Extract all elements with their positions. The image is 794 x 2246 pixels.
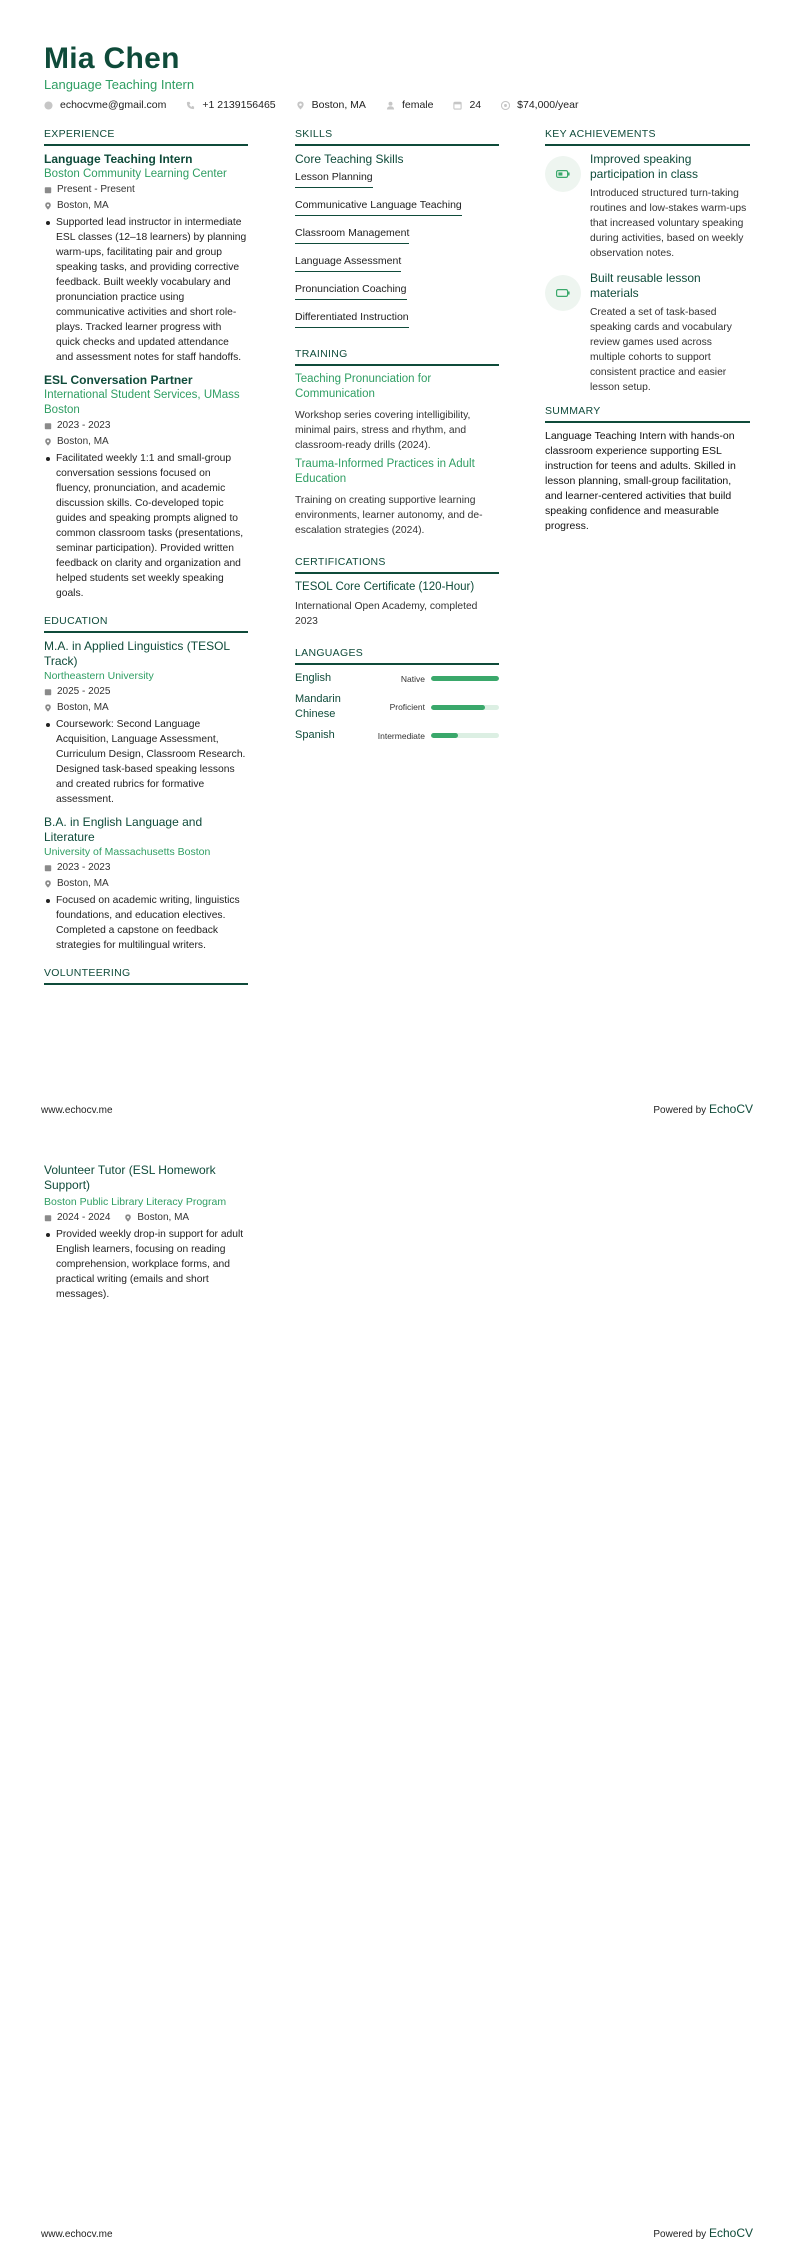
contact-email[interactable] — [44, 99, 166, 111]
education-degree: B.A. in English Language and Literature — [44, 815, 203, 844]
location-icon — [296, 101, 305, 110]
location-icon — [44, 880, 52, 888]
skill-item: Pronunciation Coaching — [295, 280, 407, 300]
language-row — [295, 692, 499, 722]
candidate-role: Language Teaching Intern — [44, 77, 195, 92]
experience-entry — [44, 152, 248, 365]
experience-entry — [44, 373, 248, 601]
calendar-icon — [453, 101, 462, 110]
language-level: Proficient — [389, 702, 425, 712]
contact-phone-text: +1 2139156465 — [202, 99, 276, 111]
phone-icon — [186, 101, 195, 110]
training-desc: Workshop series covering intelligibility, minimal pairs, stress and rhythm, and classroom-ready drills (2024). — [295, 410, 471, 451]
calendar-icon — [44, 422, 52, 430]
volunteering-bullet: Provided weekly drop-in support for adult English learners, focusing on reading comprehension, workplace forms, and practical writing (emails and short messages). — [44, 1227, 248, 1302]
language-row — [295, 671, 499, 686]
skills-list — [295, 168, 499, 336]
salary-icon — [501, 101, 510, 110]
brand-logo: EchoCV — [708, 1102, 753, 1116]
education-school: University of Massachusetts Boston — [44, 846, 211, 858]
education-dates-text: 2025 - 2025 — [57, 686, 111, 697]
experience-org: International Student Services, UMass Boston — [44, 389, 240, 416]
language-bar — [431, 733, 499, 738]
language-level: Native — [400, 673, 425, 684]
contact-location-text: Boston, MA — [311, 99, 366, 111]
volunteering-meta — [44, 1210, 248, 1226]
education-degree: M.A. in Applied Linguistics (TESOL Track) — [44, 639, 230, 668]
education-location — [44, 700, 248, 716]
experience-title: ESL Conversation Partner — [44, 373, 193, 387]
footer-powered — [653, 2226, 753, 2240]
education-dates — [44, 860, 248, 876]
education-location — [44, 876, 248, 892]
language-bar-fill — [431, 705, 485, 710]
language-name: Spanish — [295, 729, 335, 741]
volunteering-org: Boston Public Library Literacy Program — [44, 1196, 227, 1208]
location-icon — [124, 1214, 132, 1222]
language-bar-fill — [431, 733, 458, 738]
training-heading: TRAINING — [295, 348, 499, 366]
education-dates — [44, 684, 248, 700]
footer-powered — [653, 1102, 753, 1116]
language-row — [295, 728, 499, 743]
skill-item: Differentiated Instruction — [295, 308, 409, 328]
volunteering-entry — [44, 1163, 248, 1302]
contact-bar — [44, 98, 578, 112]
location-icon — [44, 438, 52, 446]
training-desc: Training on creating supportive learning environments, learner autonomy, and de-escalation strategies (2024). — [295, 495, 483, 536]
experience-bullet: Facilitated weekly 1:1 and small-group conversation sessions focused on fluency, pronunciation, and academic discussion skills. Co-developed topic guides and speaking prompts aligned to common classroom tasks (presentations, seminar participation). Provided written feedback on clarity and organization and helped students set weekly speaking goals. — [44, 451, 248, 601]
experience-org: Boston Community Learning Center — [44, 168, 227, 180]
contact-gender-text: female — [401, 99, 434, 111]
candidate-name: Mia Chen — [44, 42, 180, 75]
experience-dates — [44, 182, 248, 198]
volunteering-location — [124, 1210, 189, 1226]
education-location-text: Boston, MA — [57, 702, 109, 713]
experience-location-text: Boston, MA — [57, 200, 109, 211]
skills-group-title: Core Teaching Skills — [295, 152, 404, 166]
powered-by-text: Powered by — [653, 1105, 707, 1116]
skill-item: Communicative Language Teaching — [295, 196, 462, 216]
calendar-icon — [44, 864, 52, 872]
achievements-heading: KEY ACHIEVEMENTS — [545, 128, 750, 146]
language-name: Mandarin Chinese — [295, 693, 341, 720]
contact-salary-text: $74,000/year — [517, 99, 579, 111]
education-entry — [44, 815, 248, 953]
certification-desc: International Open Academy, completed 2023 — [295, 601, 478, 627]
achievement-item — [545, 152, 750, 261]
experience-location — [44, 198, 248, 214]
achievement-desc: Created a set of task-based speaking cards and vocabulary review games used across multiple cohorts to support consistent practice and easier lesson setup. — [590, 307, 732, 393]
person-icon — [386, 101, 395, 110]
contact-age-text: 24 — [469, 99, 482, 111]
education-dates-text: 2023 - 2023 — [57, 862, 111, 873]
middle-column — [295, 128, 499, 749]
volunteering-section — [44, 1163, 248, 1310]
experience-dates — [44, 418, 248, 434]
education-entry — [44, 639, 248, 807]
languages-heading: LANGUAGES — [295, 647, 499, 665]
calendar-icon — [44, 186, 52, 194]
certification-title: TESOL Core Certificate (120-Hour) — [295, 581, 475, 593]
achievement-title: Built reusable lesson materials — [590, 271, 701, 300]
location-icon — [44, 704, 52, 712]
page-footer — [41, 2226, 753, 2240]
contact-location — [296, 99, 366, 111]
skill-item: Lesson Planning — [295, 168, 373, 188]
training-title: Trauma-Informed Practices in Adult Education — [295, 458, 475, 485]
language-bar — [431, 676, 499, 681]
calendar-icon — [44, 1214, 52, 1222]
language-bar-fill — [431, 676, 499, 681]
battery-half-icon — [545, 156, 581, 192]
education-location-text: Boston, MA — [57, 878, 109, 889]
experience-dates-text: 2023 - 2023 — [57, 420, 111, 431]
right-column — [545, 128, 750, 534]
experience-dates-text: Present - Present — [57, 184, 135, 195]
volunteering-heading: VOLUNTEERING — [44, 967, 248, 985]
language-level: Intermediate — [377, 730, 425, 741]
summary-heading: SUMMARY — [545, 405, 750, 423]
contact-gender — [386, 99, 434, 111]
location-icon — [44, 202, 52, 210]
battery-empty-icon — [545, 275, 581, 311]
training-title: Teaching Pronunciation for Communication — [295, 373, 432, 400]
education-heading: EDUCATION — [44, 615, 248, 633]
achievement-desc: Introduced structured turn-taking routines and low-stakes warm-ups that increased voluntary speaking during activities, based on weekly observation notes. — [590, 188, 747, 259]
volunteering-dates — [44, 1210, 110, 1226]
volunteering-dates-text: 2024 - 2024 — [57, 1212, 111, 1223]
experience-location — [44, 434, 248, 450]
left-column — [44, 128, 248, 991]
education-bullet: Coursework: Second Language Acquisition, Language Assessment, Curriculum Design, Classroom Research. Designed task-based speaking lessons and created rubrics for formative assessment. — [44, 717, 248, 807]
footer-website[interactable]: www.echocv.me — [41, 2229, 113, 2240]
experience-heading: EXPERIENCE — [44, 128, 248, 146]
contact-phone[interactable] — [186, 99, 275, 111]
calendar-icon — [44, 688, 52, 696]
skills-heading: SKILLS — [295, 128, 499, 146]
achievement-title: Improved speaking participation in class — [590, 152, 699, 181]
certifications-heading: CERTIFICATIONS — [295, 556, 499, 574]
brand-logo: EchoCV — [708, 2226, 753, 2240]
experience-bullet: Supported lead instructor in intermediate ESL classes (12–18 learners) by planning warm-ups, facilitating pair and group speaking tasks, and providing corrective feedback. Built weekly vocabulary and pronunciation practice using communicative activities and short role-plays. Tracked learner progress with quick checks and updated attendance and assessment notes for staff handoffs. — [44, 215, 248, 365]
volunteering-title: Volunteer Tutor (ESL Homework Support) — [44, 1163, 216, 1192]
achievement-item — [545, 271, 750, 395]
email-icon — [44, 101, 53, 110]
contact-email-text: echocvme@gmail.com — [60, 99, 167, 111]
experience-title: Language Teaching Intern — [44, 152, 193, 166]
contact-salary — [501, 99, 578, 111]
experience-location-text: Boston, MA — [57, 436, 109, 447]
contact-age — [453, 99, 481, 111]
footer-website[interactable]: www.echocv.me — [41, 1105, 113, 1116]
powered-by-text: Powered by — [653, 2229, 707, 2240]
education-school: Northeastern University — [44, 670, 154, 682]
skill-item: Classroom Management — [295, 224, 409, 244]
education-bullet: Focused on academic writing, linguistics foundations, and education electives. Completed a capstone on feedback strategies for multilingual writers. — [44, 893, 248, 953]
page-footer — [41, 1102, 753, 1116]
skill-item: Language Assessment — [295, 252, 401, 272]
summary-text: Language Teaching Intern with hands-on classroom experience supporting ESL instruction for teens and adults. Skilled in lesson planning, small-group facilitation, and learner-centered activities that build speaking confidence and measurable progress. — [545, 430, 736, 532]
languages-list — [295, 671, 499, 743]
language-bar — [431, 705, 499, 710]
language-name: English — [295, 672, 332, 684]
volunteering-location-text: Boston, MA — [137, 1212, 190, 1223]
